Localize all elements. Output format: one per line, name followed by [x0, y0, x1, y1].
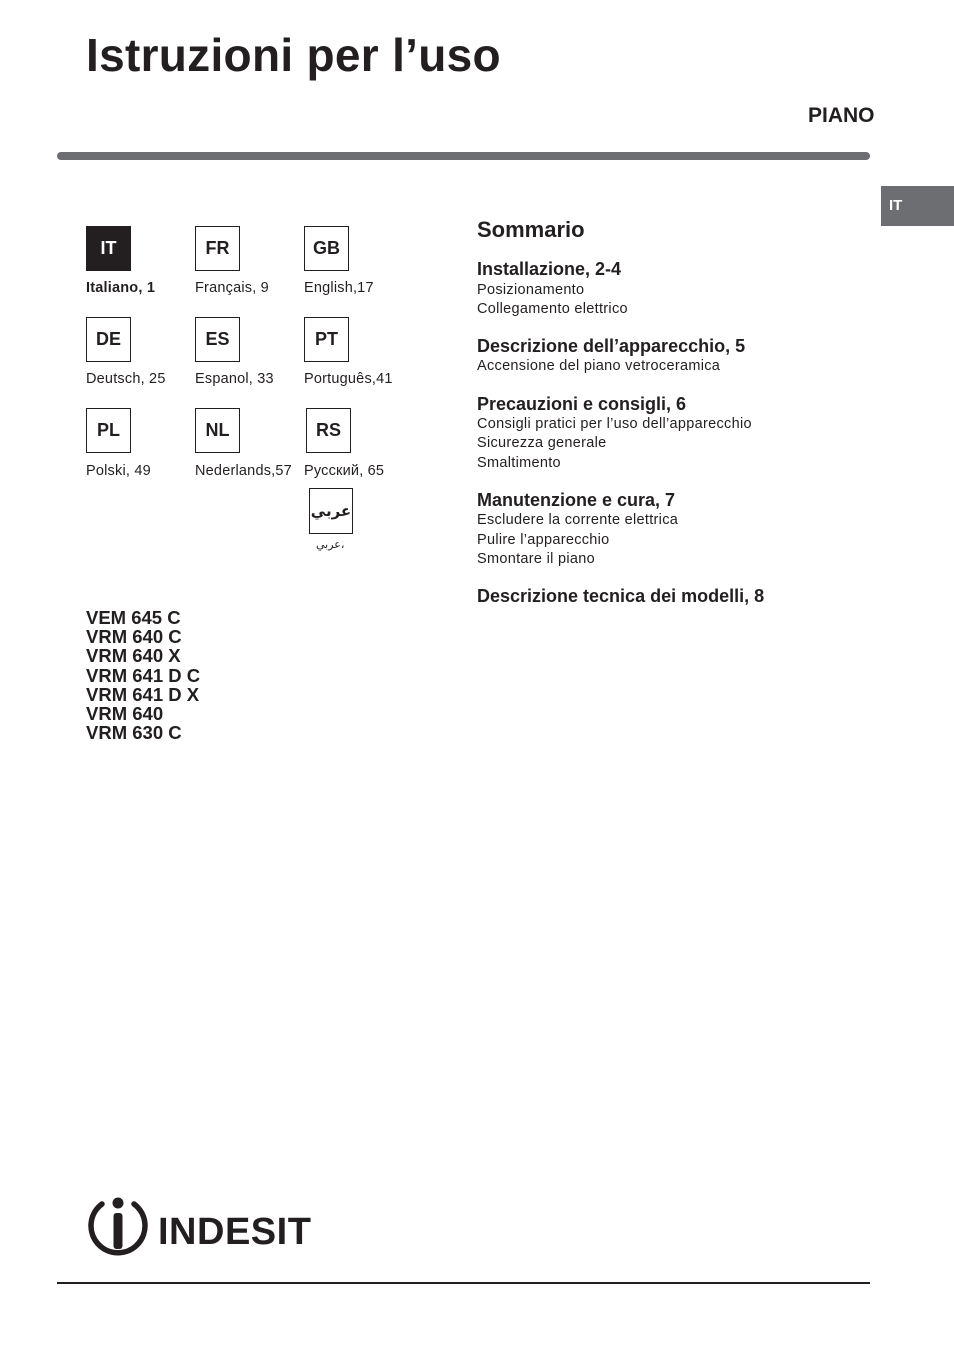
toc-subitem: Smontare il piano — [477, 551, 595, 567]
model-item: VRM 640 X — [86, 645, 181, 667]
toc-subitem: Collegamento elettrico — [477, 301, 628, 317]
product-type: PIANO — [808, 104, 875, 127]
lang-box-ar: عربي — [309, 488, 353, 534]
lang-label-pl: Polski, 49 — [86, 463, 151, 479]
model-item: VRM 641 D X — [86, 683, 200, 705]
model-item: VRM 630 C — [86, 722, 182, 744]
toc-section-title: Installazione, 2-4 — [477, 259, 622, 279]
lang-box-pt: PT — [304, 317, 349, 362]
lang-box-de: DE — [86, 317, 131, 362]
toc-section-title: Precauzioni e consigli, 6 — [477, 394, 687, 414]
top-divider — [57, 152, 870, 160]
indesit-i-icon — [91, 1198, 145, 1253]
lang-label-nl: Nederlands,57 — [195, 463, 292, 479]
toc-section-title: Descrizione tecnica dei modelli, 8 — [477, 586, 765, 606]
toc-subitem: Escludere la corrente elettrica — [477, 512, 679, 528]
indesit-logo — [88, 1194, 320, 1265]
bottom-divider — [57, 1282, 870, 1284]
lang-box-nl: NL — [195, 408, 240, 453]
toc-heading: Sommario — [477, 217, 585, 242]
lang-label-pt: Português,41 — [304, 371, 393, 387]
lang-label-es: Espanol, 33 — [195, 371, 274, 387]
toc-section-title: Descrizione dell’apparecchio, 5 — [477, 336, 746, 356]
model-item: VEM 645 C — [86, 607, 181, 628]
lang-label-it: Italiano, 1 — [86, 280, 156, 296]
model-list — [86, 608, 200, 742]
lang-box-fr: FR — [195, 226, 240, 271]
language-side-tab: IT — [881, 186, 954, 226]
lang-label-rs: Русский, 65 — [304, 463, 385, 479]
lang-box-it: IT — [86, 226, 131, 271]
lang-label-gb: English,17 — [304, 280, 374, 296]
model-item: VRM 641 D C — [86, 664, 201, 686]
lang-label-ar: عربي، — [316, 538, 345, 551]
model-item: VRM 640 C — [86, 626, 182, 648]
lang-box-gb: GB — [304, 226, 349, 271]
toc-subitem: Sicurezza generale — [477, 435, 607, 451]
toc-subitem: Posizionamento — [477, 282, 585, 298]
toc-section-title: Manutenzione e cura, 7 — [477, 490, 676, 510]
lang-box-rs: RS — [306, 408, 351, 453]
toc-subitem: Consigli pratici per l’uso dell’apparecchio — [477, 416, 752, 432]
toc-subitem: Smaltimento — [477, 455, 561, 471]
page-title: Istruzioni per l’uso — [86, 29, 501, 81]
lang-label-fr: Français, 9 — [195, 280, 269, 296]
indesit-wordmark: INDESIT — [158, 1211, 312, 1253]
lang-label-de: Deutsch, 25 — [86, 371, 166, 387]
lang-box-pl: PL — [86, 408, 131, 453]
lang-box-es: ES — [195, 317, 240, 362]
toc-subitem: Pulire l’apparecchio — [477, 532, 610, 548]
model-item: VRM 640 — [86, 703, 164, 725]
toc-subitem: Accensione del piano vetroceramica — [477, 358, 721, 374]
